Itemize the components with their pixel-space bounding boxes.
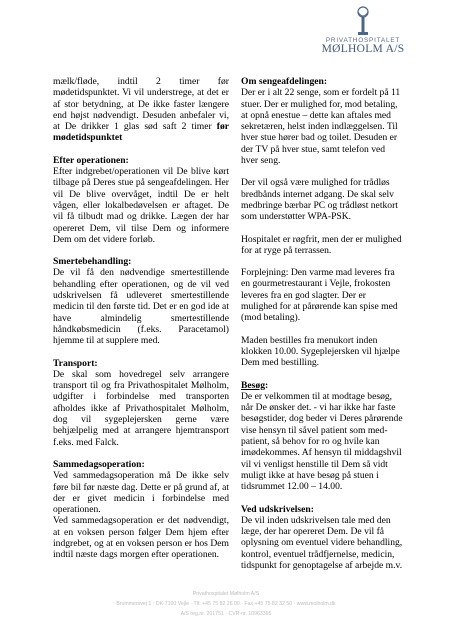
hospital-logo bbox=[308, 6, 418, 66]
intro-text: mælk/fløde, indtil 2 timer før mødetidspunktet. Vi vil understrege, at det er af stor betydning, at De ikke faster længere end højst nødvendigt. Desuden anbefaler vi, at De drikker 1 glas sød saft 2 timer bbox=[53, 76, 229, 133]
heading-udskrivelsen: Ved udskrivelsen: bbox=[241, 503, 314, 515]
paragraph-sammedag-2: Ved sammedagsoperation er det nødvendigt, at en voksen person følger Dem hjem efter indgrebet, og at en voksen person er hos Dem indtil næste dags morgen efter operationen. bbox=[53, 515, 229, 561]
footer-line3: A/S reg.nr. 201751 · CVR-nr. 10963395 bbox=[180, 611, 272, 617]
heading-smertebehandling: Smertebehandling: bbox=[53, 256, 132, 268]
lamp-icon bbox=[352, 6, 374, 36]
logo-line2: MØLHOLM A/S bbox=[321, 43, 405, 55]
paragraph-forplejning: Forplejning: Den varme mad leveres fra en gourmetrestaurant i Vejle, frokosten leveres fra en god slagter. Der er mulighed for at pårørende kan spise med (mod betaling). bbox=[241, 267, 398, 324]
paragraph-smertebehandling: De vil få den nødvendige smertestillende behandling efter operationen, og de vil ved udskrivelsen få udleveret smertestillende medicin til den første tid. Det er en god ide at have almindelig smertestillende håndkøbsmedicin (f.eks. Paracetamol) hjemme til at supplere med. bbox=[53, 267, 229, 347]
paragraph-sengeafdeling-1: Der er i alt 22 senge, som er fordelt på 11 stuer. Der er mulighed for, mod betaling, at opnå enestue – dette kan aftales med sekretæren, helst inden indlæggelsen. Til hver stue hører bad og toilet. Desuden er der TV på hver stue, samt telefon ved hver seng. bbox=[241, 87, 401, 167]
paragraph-efter-operationen: Efter indgrebet/operationen vil De blive kørt tilbage på Deres stue på sengeafdelingen. Her vil De blive overvåget, indtil De er helt vågen, eller lokalbedøvelsen er aftaget. De vil få tilbudt mad og drikke. Lægen der har opereret Dem, vil tilse Dem og informere Dem om det videre forløb. bbox=[53, 166, 229, 245]
intro-bold: før mødetidspunktet bbox=[53, 121, 229, 144]
paragraph-udskrivelsen: De vil inden udskrivelsen tale med den læge, der har opereret Dem. De vil få oplysning om eventuel videre behandling, kontrol, eventuel trådfjernelse, medicin, tidspunkt for genoptagelse af arbejde m.v. bbox=[241, 514, 403, 571]
heading-efter-operationen: Efter operationen: bbox=[53, 154, 129, 166]
right-column bbox=[241, 76, 403, 571]
footer-line2: Brummersvej 1 · DK-7100 Vejle · Tlf. +45 75 82 26 00 · Fax +45 75 82 32 50 · www.molholm.dk bbox=[116, 601, 336, 607]
left-column bbox=[53, 76, 229, 561]
footer-line1: Privathospitalet Mølholm A/S bbox=[192, 591, 260, 597]
paragraph-sengeafdeling-2: Der vil også være mulighed for trådløs bredbånds internet adgang. De skal selv medbringe bærbar PC og trådløst netkort som understøtter WPA-PSK. bbox=[241, 177, 398, 223]
paragraph-roeg: Hospitalet er røgfrit, men der er mulighed for at ryge på terrassen. bbox=[241, 233, 402, 256]
heading-sengeafdeling: Om sengeafdelingen: bbox=[241, 76, 328, 87]
heading-besoeg-text: Besøg bbox=[241, 379, 265, 391]
paragraph-besoeg: De er velkommen til at modtage besøg, når De ønsker det. - vi har ikke har faste besøgstider, dog beder vi Deres pårørende vise hensyn til såvel patient som med-patient, så behov for ro og hvile kan imødekommes. Af hensyn til middagshvil vil vi venligst henstille til Dem så vidt muligt ikke at have besøg på stuen i tidsrummet 12.00 – 14.00. bbox=[241, 390, 403, 493]
heading-sammedagsoperation: Sammedagsoperation: bbox=[53, 458, 145, 470]
logo-line1: PRIVATHOSPITALET bbox=[325, 37, 401, 44]
heading-besoeg: Besøg: bbox=[241, 379, 269, 391]
paragraph-transport: De skal som hovedregel selv arrangere transport til og fra Privathospitalet Mølholm, udgifter i forbindelse med transporten afholdes ikke af Privathospitalet Mølholm, dog vil sygeplejersken gerne være behjælpelig med at arrangere hjemtransport f.eks. med Falck. bbox=[53, 368, 229, 448]
heading-transport: Transport: bbox=[53, 357, 98, 369]
paragraph-sammedag-1: Ved sammedagsoperation må De ikke selv føre bil før næste dag. Dette er på grund af, at der er givet medicin i forbindelse med operationen. bbox=[53, 470, 229, 516]
intro-paragraph bbox=[53, 76, 229, 144]
paragraph-maden: Maden bestilles fra menukort inden klokken 10.00. Sygeplejersken vil hjælpe Dem med bestilling. bbox=[241, 334, 400, 369]
